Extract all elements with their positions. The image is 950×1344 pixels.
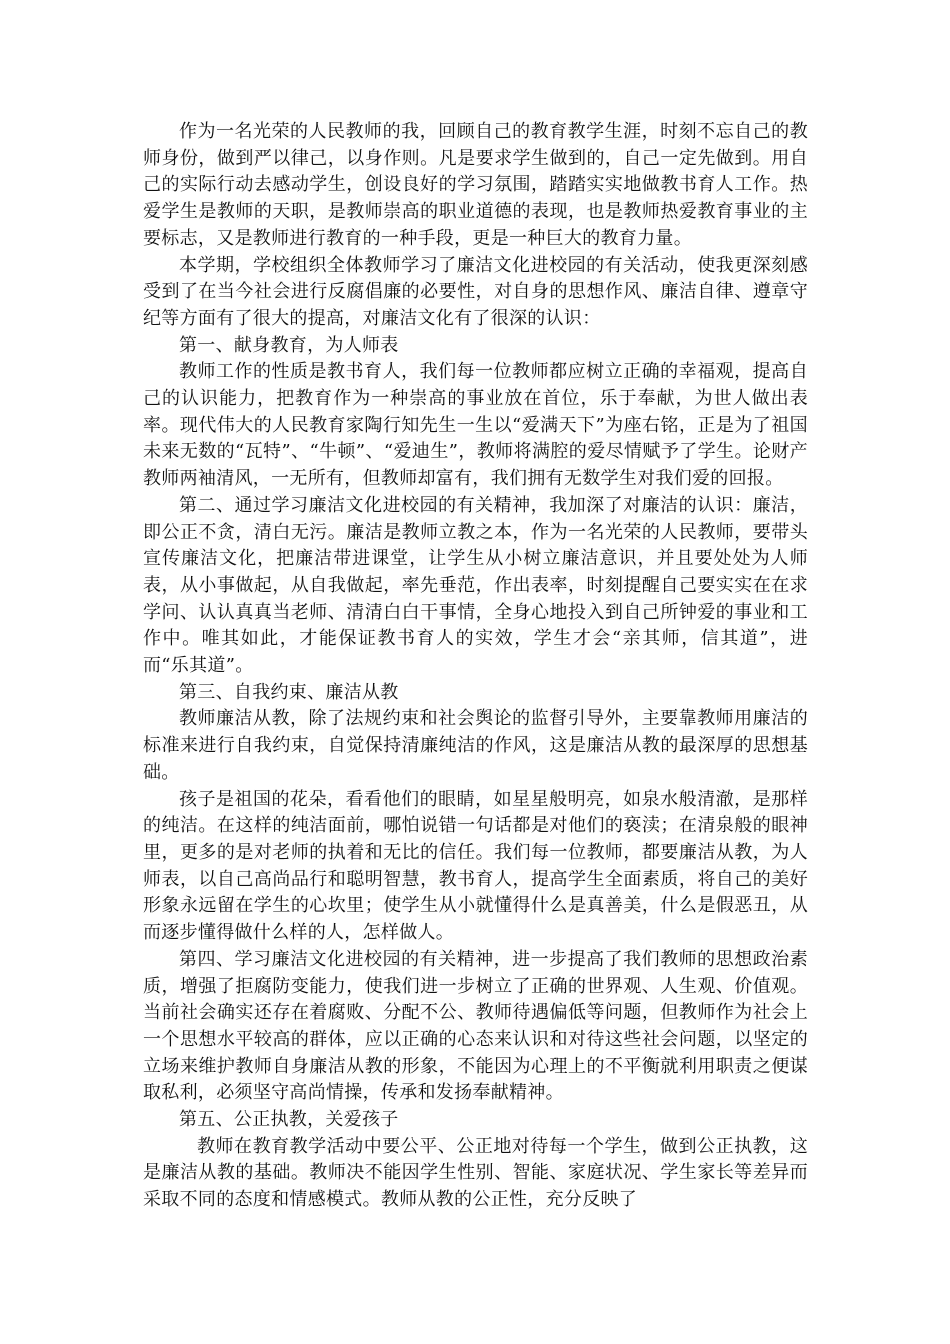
section-heading-1: 第一、献身教育，为人师表: [179, 334, 399, 356]
paragraph-intro: 作为一名光荣的人民教师的我，回顾自己的教育教学生涯，时刻不忘自己的教师身份，做到严以律己，以身作则。凡是要求学生做到的，自己一定先做到。用自己的实际行动去感动学生，创设良好的学习氛围，踏踏实实地做教书育人工作。热爱学生是教师的天职，是教师崇高的职业道德的表现，也是教师热爱教育事业的主要标志，又是教师进行教育的一种手段，更是一种巨大的教育力量。: [143, 121, 808, 249]
paragraph-section-1: 教师工作的性质是教书育人，我们每一位教师都应树立正确的幸福观，提高自己的认识能力，把教育作为一种崇高的事业放在首位，乐于奉献，为世人做出表率。现代伟大的人民教育家陶行知先生一生以“爱满天下”为座右铭，正是为了祖国未来无数的“瓦特”、“牛顿”、“爱迪生”，教师将满腔的爱尽情赋予了学生。论财产教师两袖清风，一无所有，但教师却富有，我们拥有无数学生对我们爱的回报。: [143, 361, 808, 490]
paragraph-section-3a: 教师廉洁从教，除了法规约束和社会舆论的监督引导外，主要靠教师用廉洁的标准来进行自我约束，自觉保持清廉纯洁的作风，这是廉洁从教的最深厚的思想基础。: [143, 708, 808, 783]
paragraph-section-4: 第四、学习廉洁文化进校园的有关精神，进一步提高了我们教师的思想政治素质，增强了拒腐防变能力，使我们进一步树立了正确的世界观、人生观、价值观。当前社会确实还存在着腐败、分配不公、教师待遇偏低等问题，但教师作为社会上一个思想水平较高的群体，应以正确的心态来认识和对待这些社会问题，以坚定的立场来维护教师自身廉洁从教的形象，不能因为心理上的不平衡就利用职责之便谋取私利，必须坚守高尚情操，传承和发扬奉献精神。: [143, 948, 808, 1104]
paragraph-section-2: 第二、通过学习廉洁文化进校园的有关精神，我加深了对廉洁的认识：廉洁，即公正不贪，清白无污。廉洁是教师立教之本，作为一名光荣的人民教师，要带头宣传廉洁文化，把廉洁带进课堂，让学生从小树立廉洁意识，并且要处处为人师表，从小事做起，从自我做起，率先垂范，作出表率，时刻提醒自己要实实在在求学问、认认真真当老师、清清白白干事情，全身心地投入到自己所钟爱的事业和工作中。唯其如此，才能保证教书育人的实效，学生才会“亲其师，信其道”，进而“乐其道”。: [143, 494, 808, 677]
section-heading-3: 第三、自我约束、廉洁从教: [179, 681, 399, 703]
document-page: [143, 119, 808, 1214]
paragraph-section-3b: 孩子是祖国的花朵，看看他们的眼睛，如星星般明亮，如泉水般清澈，是那样的纯洁。在这样的纯洁面前，哪怕说错一句话都是对他们的亵渎；在清泉般的眼神里，更多的是对老师的执着和无比的信任。我们每一位教师，都要廉洁从教，为人师表，以自己高尚品行和聪明智慧，教书育人，提高学生全面素质，将自己的美好形象永远留在学生的心坎里；使学生从小就懂得什么是真善美，什么是假恶丑，从而逐步懂得做什么样的人，怎样做人。: [143, 788, 808, 944]
paragraph-section-5: 教师在教育教学活动中要公平、公正地对待每一个学生，做到公正执教，这是廉洁从教的基础。教师决不能因学生性别、智能、家庭状况、学生家长等差异而采取不同的态度和情感模式。教师从教的公正性，充分反映了: [143, 1135, 808, 1211]
paragraph-semester: 本学期，学校组织全体教师学习了廉洁文化进校园的有关活动，使我更深刻感受到了在当今社会进行反腐倡廉的必要性，对自身的思想作风、廉洁自律、遵章守纪等方面有了很大的提高，对廉洁文化有了很深的认识：: [143, 254, 808, 329]
section-heading-5: 第五、公正执教，关爱孩子: [179, 1109, 399, 1131]
